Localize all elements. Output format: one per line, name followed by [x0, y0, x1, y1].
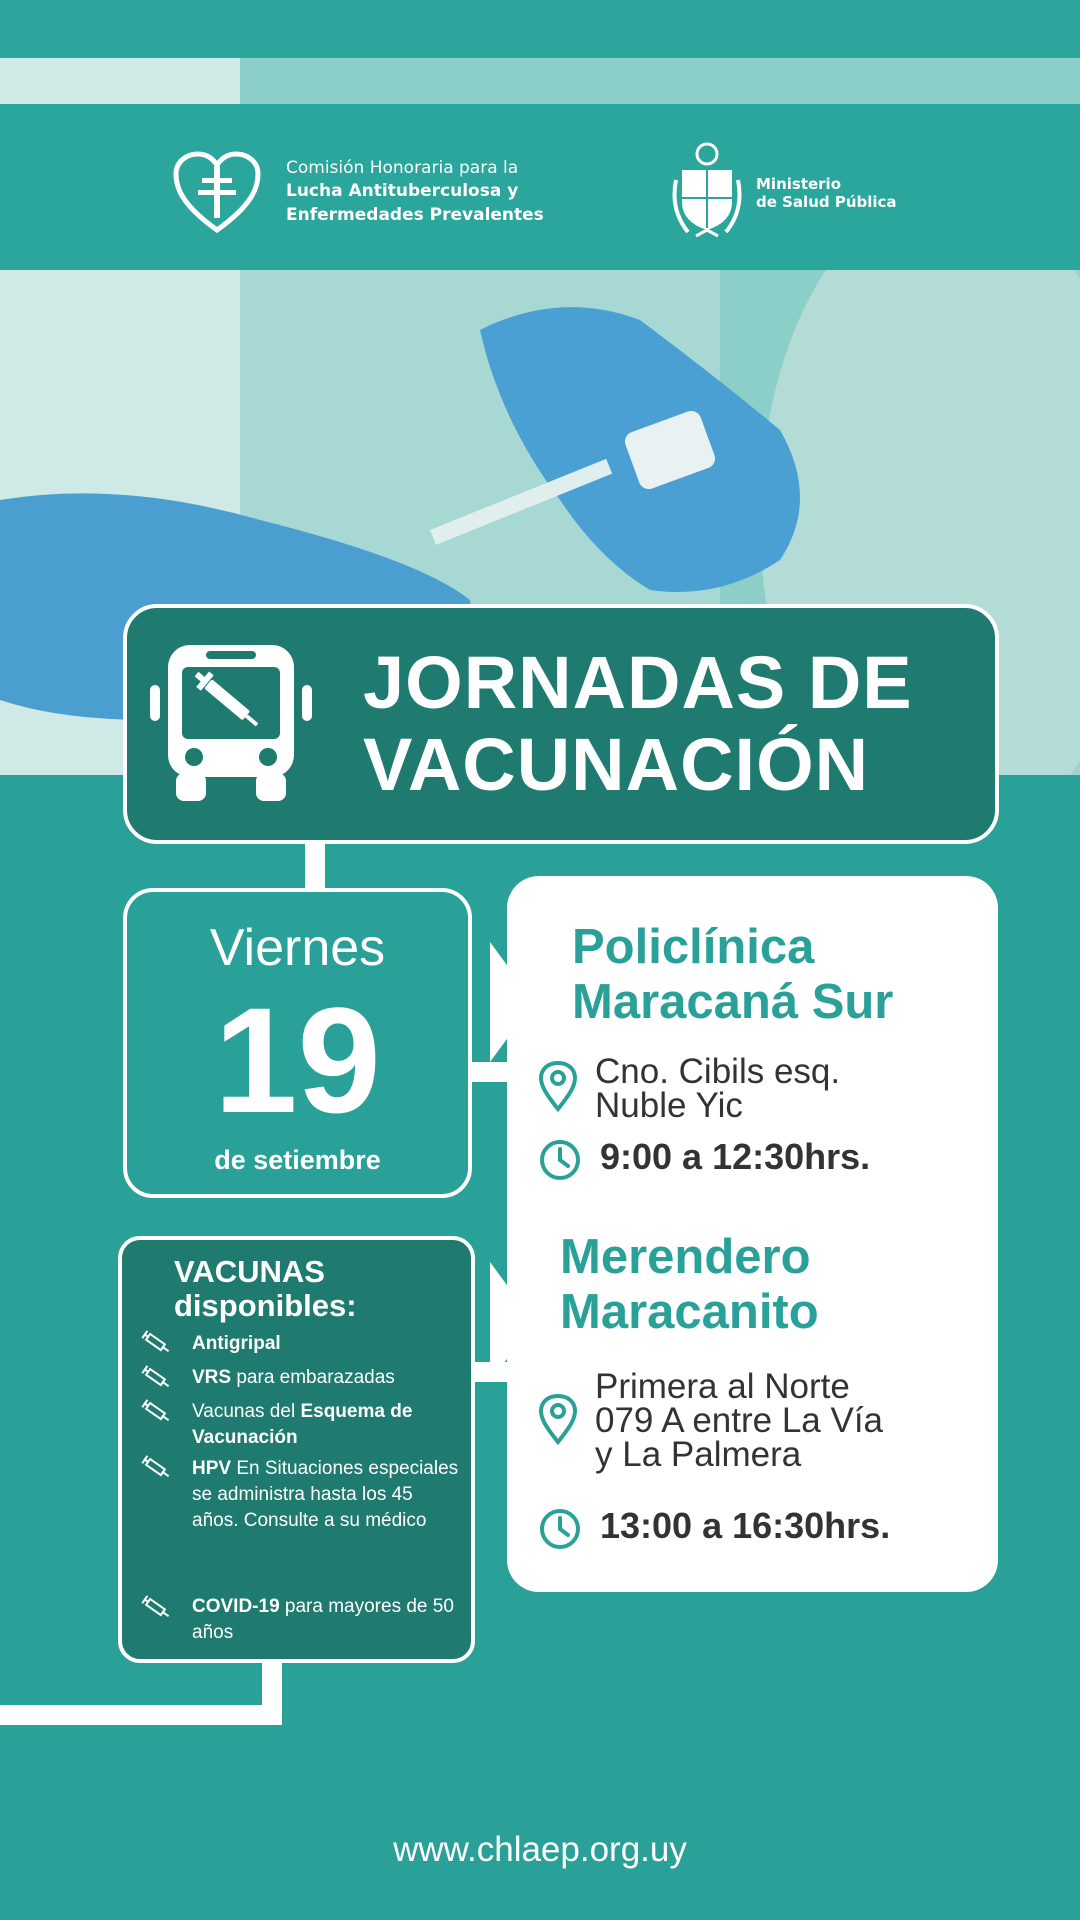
location1-address-line1: Cno. Cibils esq. [595, 1052, 841, 1091]
location-pin-icon [536, 1393, 580, 1445]
msp-logo-line2: de Salud Pública [756, 193, 897, 211]
location2-address-line1: Primera al Norte [595, 1367, 850, 1406]
top-strip [0, 0, 1080, 58]
syringe-icon [140, 1455, 172, 1481]
connector-title-date [305, 842, 325, 892]
website-link[interactable]: www.chlaep.org.uy [393, 1830, 687, 1869]
location2-address-line3: y La Palmera [595, 1435, 802, 1474]
location1-name-line1: Policlínica [572, 920, 815, 974]
date-month: de setiembre [214, 1145, 381, 1175]
chla-logo-line1: Comisión Honoraria para la [286, 158, 519, 178]
connector-date-card [470, 1062, 510, 1082]
header-band [0, 104, 1080, 270]
vaccine-item-esquema: Vacunas del Esquema de Vacunación [192, 1401, 413, 1448]
vaccines-heading-line1: VACUNAS [174, 1254, 325, 1289]
syringe-icon [140, 1595, 172, 1621]
location2-hours: 13:00 a 16:30hrs. [600, 1505, 891, 1546]
vaccine-item-covid: COVID-19 para mayores de 50 años [192, 1596, 454, 1643]
vaccine-item-hpv: HPV En Situaciones especiales se administra hasta los 45 años. Consulte a su médico [192, 1458, 459, 1531]
vaccine-item-antigripal: Antigripal [192, 1333, 281, 1354]
location1-address-line2: Nuble Yic [595, 1086, 743, 1125]
chla-heart-logo-icon [172, 150, 262, 235]
clock-icon [538, 1503, 582, 1555]
vaccines-heading-line2: disponibles: [174, 1288, 357, 1323]
location1-hours: 9:00 a 12:30hrs. [600, 1136, 871, 1177]
card-notch-2 [490, 1262, 534, 1382]
title-line1: JORNADAS DE [363, 641, 913, 724]
chla-logo-line3: Enfermedades Prevalentes [286, 205, 544, 225]
card-notch-1 [490, 942, 534, 1062]
vaccine-item-vrs: VRS para embarazadas [192, 1367, 395, 1388]
location2-name-line2: Maracanito [560, 1285, 819, 1339]
location2-address-line2: 079 A entre La Vía [595, 1401, 884, 1440]
msp-coat-of-arms-icon [668, 140, 746, 244]
syringe-icon [140, 1365, 172, 1391]
vaccination-bus-icon [146, 641, 316, 806]
msp-logo-line1: Ministerio [756, 175, 842, 193]
connector-left-edge [0, 1705, 282, 1725]
clock-icon [538, 1134, 582, 1186]
location-pin-icon [536, 1060, 580, 1112]
location1-name-line2: Maracaná Sur [572, 975, 894, 1029]
syringe-icon [140, 1330, 172, 1356]
chla-logo-line2: Lucha Antituberculosa y [286, 181, 519, 201]
syringe-icon [140, 1399, 172, 1425]
date-weekday: Viernes [209, 919, 386, 977]
title-line2: VACUNACIÓN [363, 723, 870, 806]
location2-name-line1: Merendero [560, 1230, 811, 1284]
date-day-number: 19 [214, 976, 381, 1144]
